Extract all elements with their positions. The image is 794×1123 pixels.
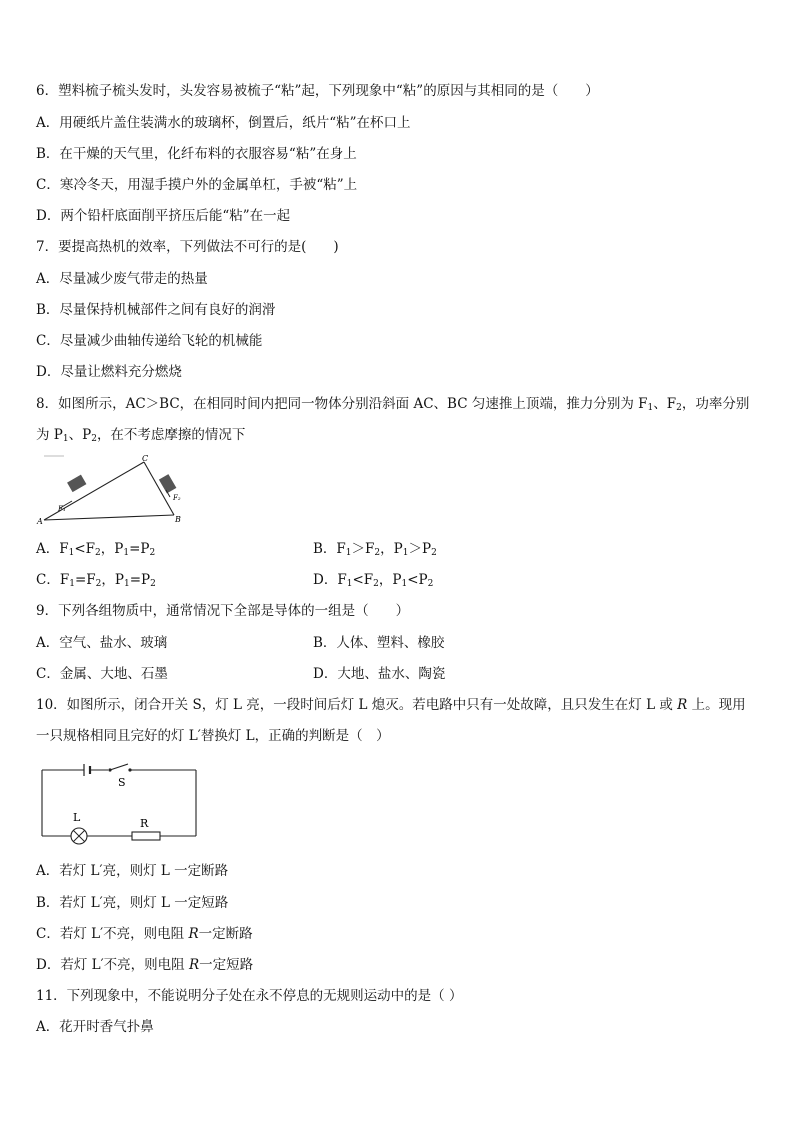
resistor-symbol <box>132 832 160 840</box>
circuit-figure <box>36 756 206 851</box>
q10-option-b: B．若灯 L′亮，则灯 L 一定短路 <box>36 895 229 911</box>
q9-option-d: D．大地、盐水、陶瓷 <box>313 666 446 682</box>
q8-option-b: B．$F_1>F_2$，$P_1>P_2$ <box>313 541 437 558</box>
label-a: A <box>37 517 43 526</box>
question-8-stem-line1: 8．如图所示，AC＞BC，在相同时间内把同一物体分别沿斜面 AC、BC 匀速推上顶端，推力分别为 $F_1$、$F_2$，功率分别 <box>36 396 750 413</box>
question-10-stem-line2: 一只规格相同且完好的灯 L′替换灯 L，正确的判断是（ ） <box>36 728 390 744</box>
q10-option-d: D．若灯 L′不亮，则电阻 R一定短路 <box>36 957 254 973</box>
question-9-stem: 9．下列各组物质中，通常情况下全部是导体的一组是（ ） <box>36 603 410 619</box>
q9-option-b: B．人体、塑料、橡胶 <box>313 635 445 651</box>
q9-option-c: C．金属、大地、石墨 <box>36 666 168 682</box>
q8-option-d: D．$F_1<F_2$，$P_1<P_2$ <box>313 572 434 589</box>
q6-option-b: B．在干燥的天气里，化纤布料的衣服容易“粘”在身上 <box>36 146 357 162</box>
q7-option-c: C．尽量减少曲轴传递给飞轮的机械能 <box>36 333 263 349</box>
q6-option-a: A．用硬纸片盖住装满水的玻璃杯，倒置后，纸片“粘”在杯口上 <box>36 115 411 131</box>
q6-option-c: C．寒冷冬天，用湿手摸户外的金属单杠，手被“粘”上 <box>36 177 358 193</box>
label-b: B <box>175 515 181 524</box>
q7-option-b: B．尽量保持机械部件之间有良好的润滑 <box>36 302 276 318</box>
switch-blade <box>110 764 128 770</box>
question-6-stem: 6．塑料梳子梳头发时，头发容易被梳子“粘”起，下列现象中“粘”的原因与其相同的是（ ） <box>36 83 599 99</box>
label-l: L <box>73 811 81 824</box>
q7-option-d: D．尽量让燃料充分燃烧 <box>36 364 182 380</box>
label-f2: F₂ <box>173 494 181 502</box>
q11-option-a: A．花开时香气扑鼻 <box>36 1019 154 1035</box>
q9-option-a: A．空气、盐水、玻璃 <box>36 635 168 651</box>
label-f1: F₁ <box>58 505 66 513</box>
question-7-stem: 7．要提高热机的效率，下列做法不可行的是( ) <box>36 239 339 255</box>
lamp-symbol <box>71 828 87 844</box>
block-on-bc <box>159 474 177 493</box>
label-r: R <box>140 817 149 830</box>
question-11-stem: 11．下列现象中，不能说明分子处在永不停息的无规则运动中的是（ ） <box>36 988 463 1004</box>
q8-option-c: C．$F_1=F_2$，$P_1=P_2$ <box>36 572 156 589</box>
label-s: S <box>118 776 126 789</box>
q10-option-a: A．若灯 L′亮，则灯 L 一定断路 <box>36 863 229 879</box>
question-8-stem-line2: 为 $P_1$、$P_2$，在不考虑摩擦的情况下 <box>36 427 246 444</box>
block-on-ac <box>67 475 86 493</box>
q8-option-a: A．$F_1<F_2$，$P_1=P_2$ <box>36 541 156 558</box>
label-c: C <box>142 454 149 463</box>
q7-option-a: A．尽量减少废气带走的热量 <box>36 271 208 287</box>
question-10-stem-line1: 10．如图所示，闭合开关 S，灯 L 亮，一段时间后灯 L 熄灭。若电路中只有一处故障，且只发生在灯 L 或 R 上。现用 <box>36 697 746 713</box>
incline-figure <box>36 452 196 527</box>
q10-option-c: C．若灯 L′不亮，则电阻 R一定断路 <box>36 926 253 942</box>
q6-option-d: D．两个铅杆底面削平挤压后能“粘”在一起 <box>36 208 291 224</box>
